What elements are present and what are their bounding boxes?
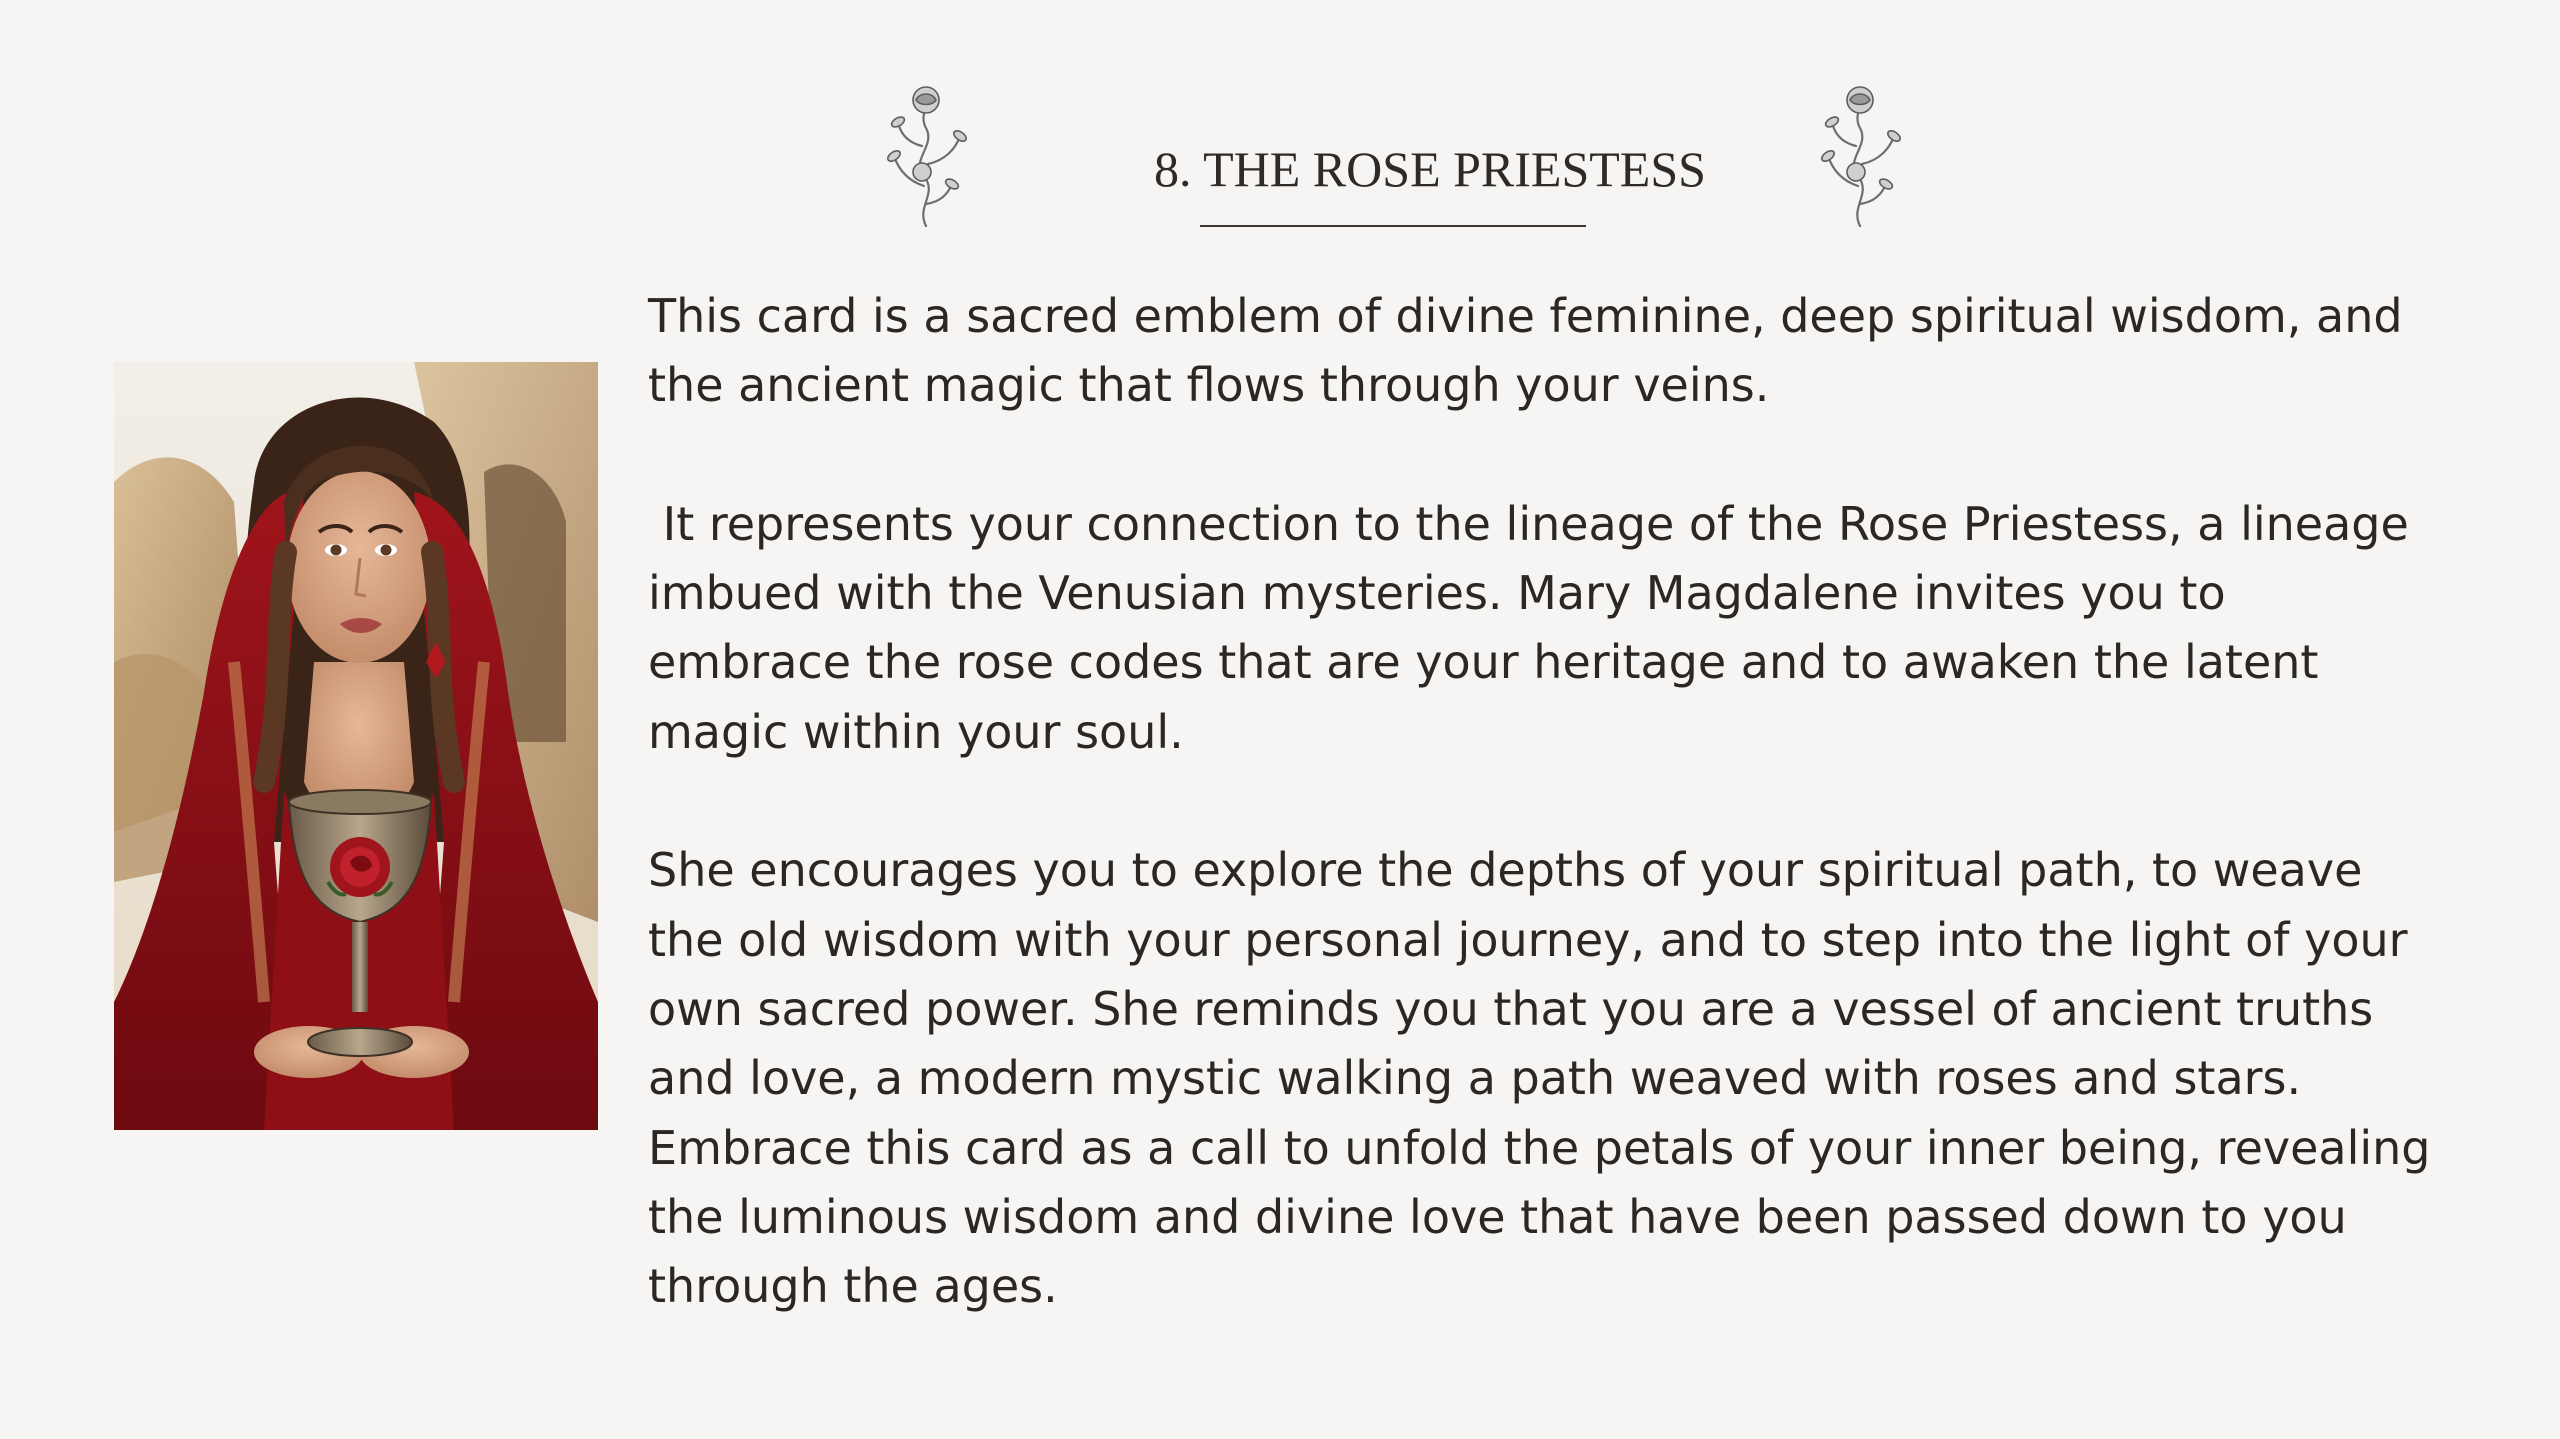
rose-vine-ornament-icon	[1810, 76, 1910, 228]
description-paragraph-3: She encourages you to explore the depths of your spiritual path, to weave the old wisdom with your personal journey, and to step into the light of your own sacred power. She reminds you that you are a vessel of ancient truths and love, a modern mystic walking a path weaved with roses and stars. Embrace this card as a call to unfold the petals of your inner being, revealing the luminous wisdom and divine love that have been passed down to you through the ages.	[648, 843, 2446, 1314]
card-title: 8. THE ROSE PRIESTESS	[1154, 141, 1706, 197]
rose-vine-ornament-icon	[876, 76, 976, 228]
card-description	[648, 282, 2446, 1321]
description-paragraph-2: It represents your connection to the lineage of the Rose Priestess, a lineage imbued with the Venusian mysteries. Mary Magdalene invites you to embrace the rose codes that are your heritage and to awaken the latent magic within your soul.	[648, 496, 2424, 759]
rose-priestess-portrait	[114, 362, 598, 1130]
description-paragraph-1: This card is a sacred emblem of divine feminine, deep spiritual wisdom, and the ancient magic that flows through your veins.	[648, 289, 2418, 413]
title-underline	[1200, 225, 1586, 227]
